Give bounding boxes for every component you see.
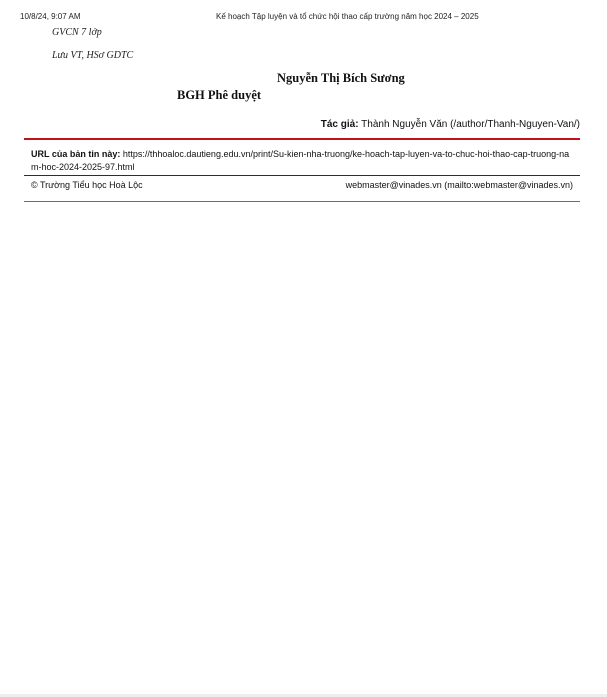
author-line xyxy=(321,119,580,130)
approval-label: BGH Phê duyệt xyxy=(177,88,262,102)
recipient-archive: Lưu VT, HSơ GDTC xyxy=(52,50,134,61)
dark-divider xyxy=(24,175,580,176)
author-link[interactable]: Thành Nguyễn Văn (/author/Thanh-Nguyen-Van/) xyxy=(361,119,580,130)
footer-copyright: © Trường Tiểu học Hoà Lộc xyxy=(31,180,143,190)
article-url-link[interactable]: https://thhoaloc.dautieng.edu.vn/print/Su-kien-nha-truong/ke-hoach-tap-luyen-va-to-chuc-hoi-thao-cap-truong-nam-hoc-2024-2025-97.html xyxy=(31,149,570,172)
author-label: Tác giả: xyxy=(320,119,359,130)
footer-contact-link[interactable]: webmaster@vinades.vn (mailto:webmaster@vinades.vn) xyxy=(345,180,573,190)
green-divider xyxy=(24,201,580,202)
url-label: URL của bản tin này: xyxy=(31,149,121,159)
recipient-homeroom-teachers: GVCN 7 lớp xyxy=(52,27,102,38)
red-divider xyxy=(24,138,580,140)
signer-name: Nguyễn Thị Bích Sương xyxy=(277,71,405,85)
print-datetime: 10/8/24, 9:07 AM xyxy=(20,12,81,21)
article-url-block xyxy=(31,148,575,174)
print-page-title: Kế hoạch Tập luyện và tổ chức hội thao cấp trường năm học 2024 – 2025 xyxy=(216,12,479,21)
